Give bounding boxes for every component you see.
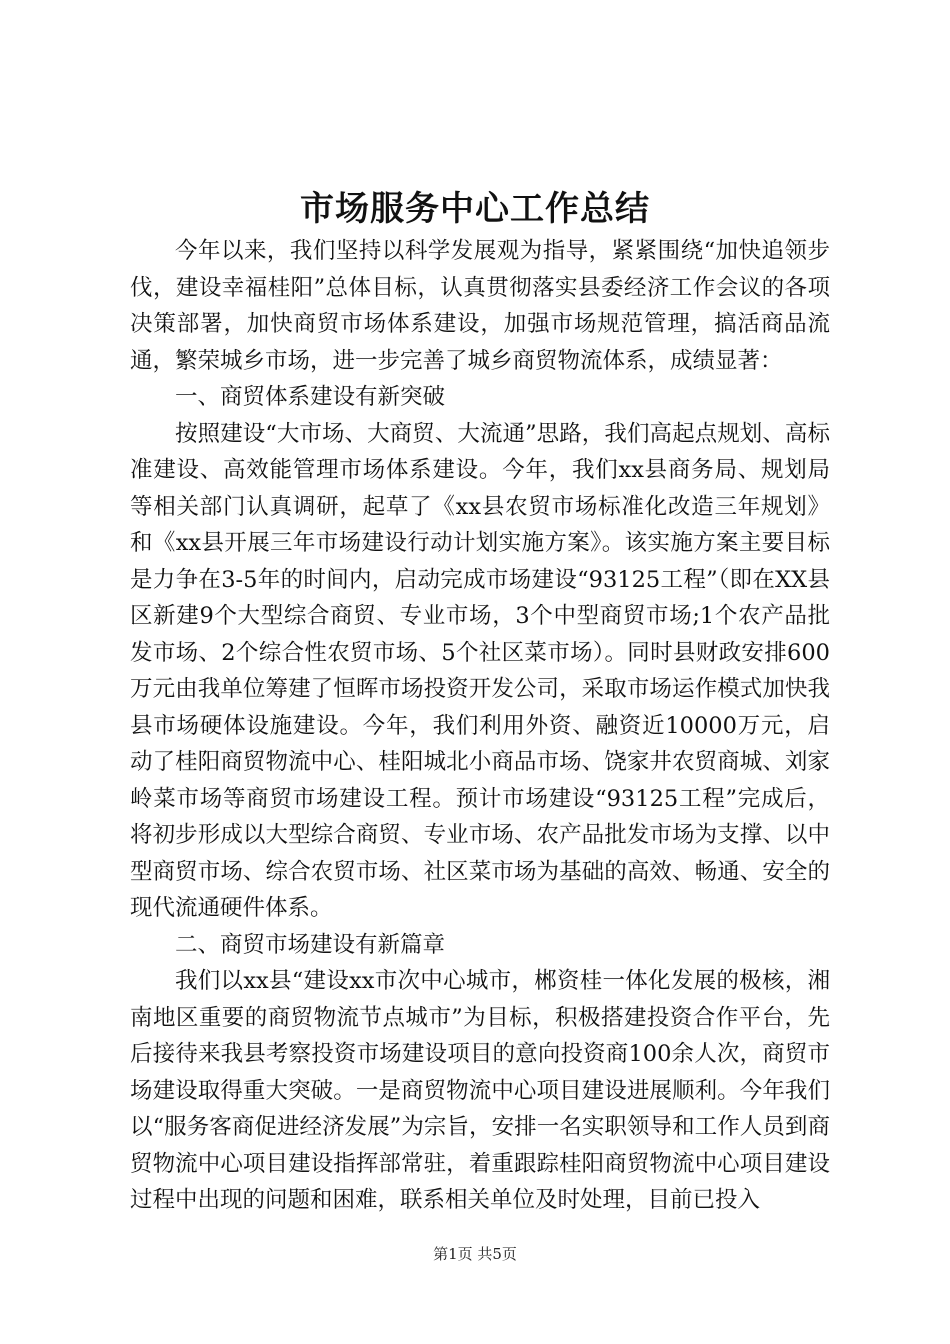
document-body <box>130 233 830 1219</box>
document-title: 市场服务中心工作总结 <box>300 189 650 229</box>
section-1-heading: 一、商贸体系建设有新突破 <box>175 384 446 410</box>
section-2-heading: 二、商贸市场建设有新篇章 <box>175 931 446 958</box>
section-1-paragraph: 按照建设“大市场、大商贸、大流通”思路，我们高起点规划、高标准建设、高效能管理市场体系建设。今年，我们xx县商务局、规划局等相关部门认真调研，起草了《xx县农贸市场标准化改造三年规划》和《xx县开展三年市场建设行动计划实施方案》。该实施方案主要目标是力争在3-5年的时间内，启动完成市场建设“93125工程”（即在XX县区新建9个大型综合商贸、专业市场，3个中型商贸市场;1个农产品批发市场、2个综合性农贸市场、5个社区菜市场）。同时县财政安排600万元由我单位筹建了恒晖市场投资开发公司，采取市场运作模式加快我县市场硬体设施建设。今年，我们利用外资、融资近10000万元，启动了桂阳商贸物流中心、桂阳城北小商品市场、饶家井农贸商城、刘家岭菜市场等商贸市场建设工程。预计市场建设“93125工程”完成后，将初步形成以大型综合商贸、专业市场、农产品批发市场为支撑、以中型商贸市场、综合农贸市场、社区菜市场为基础的高效、畅通、安全的现代流通硬件体系。 <box>130 420 830 921</box>
section-2-paragraph: 我们以xx县“建设xx市次中心城市，郴资桂一体化发展的极核，湘南地区重要的商贸物流节点城市”为目标，积极搭建投资合作平台，先后接待来我县考察投资市场建设项目的意向投资商100余人次，商贸市场建设取得重大突破。一是商贸物流中心项目建设进展顺利。今年我们以“服务客商促进经济发展”为宗旨，安排一名实职领导和工作人员到商贸物流中心项目建设指挥部常驻，着重跟踪桂阳商贸物流中心项目建设过程中出现的问题和困难，联系相关单位及时处理，目前已投入 <box>130 968 830 1213</box>
intro-paragraph: 今年以来，我们坚持以科学发展观为指导，紧紧围绕“加快追领步伐，建设幸福桂阳”总体目标，认真贯彻落实县委经济工作会议的各项决策部署，加快商贸市场体系建设，加强市场规范管理，搞活商品流通，繁荣城乡市场，进一步完善了城乡商贸物流体系，成绩显著： <box>130 238 830 374</box>
page-footer: 第1页 共5页 <box>433 1245 517 1263</box>
